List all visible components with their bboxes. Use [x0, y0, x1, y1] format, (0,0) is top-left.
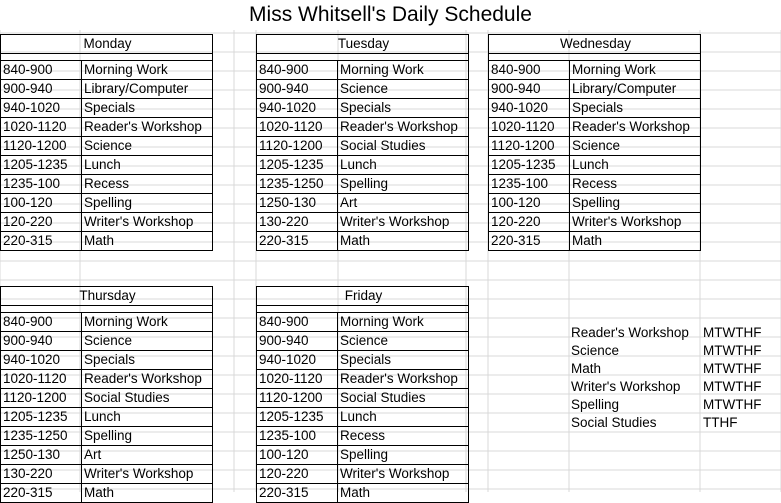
activity-cell: Spelling — [82, 194, 213, 213]
table-row — [1, 427, 213, 446]
time-cell: 1250-130 — [1, 446, 82, 465]
wednesday-schedule — [488, 34, 701, 251]
time-cell: 1020-1120 — [257, 118, 338, 137]
activity-cell: Spelling — [82, 427, 213, 446]
time-cell: 1020-1120 — [1, 118, 82, 137]
table-row — [257, 351, 469, 370]
time-cell: 1235-100 — [1, 175, 82, 194]
table-row — [1, 156, 213, 175]
table-row — [257, 313, 469, 332]
table-row — [257, 80, 469, 99]
time-cell: 940-1020 — [1, 99, 82, 118]
time-cell: 840-900 — [257, 313, 338, 332]
day-header: Tuesday — [257, 35, 469, 54]
table-row — [1, 351, 213, 370]
table-row — [489, 80, 701, 99]
time-cell: 1020-1120 — [489, 118, 570, 137]
activity-cell: Science — [338, 332, 469, 351]
activity-cell: Social Studies — [338, 137, 469, 156]
time-cell: 220-315 — [257, 484, 338, 503]
table-row — [1, 61, 213, 80]
table-row — [257, 389, 469, 408]
activity-cell: Writer's Workshop — [338, 465, 469, 484]
activity-cell: Reader's Workshop — [82, 118, 213, 137]
activity-cell: Recess — [82, 175, 213, 194]
list-item — [569, 360, 761, 378]
table-row — [257, 446, 469, 465]
table-row — [1, 80, 213, 99]
activity-cell: Morning Work — [338, 61, 469, 80]
time-cell: 940-1020 — [1, 351, 82, 370]
time-cell: 1020-1120 — [1, 370, 82, 389]
activity-cell: Specials — [570, 99, 701, 118]
activity-cell: Lunch — [338, 408, 469, 427]
activity-cell: Math — [570, 232, 701, 251]
day-header: Friday — [257, 287, 469, 306]
table-row — [489, 232, 701, 251]
activity-cell: Morning Work — [570, 61, 701, 80]
time-cell: 1235-100 — [489, 175, 570, 194]
table-row — [1, 118, 213, 137]
time-cell: 840-900 — [1, 61, 82, 80]
activity-cell: Math — [338, 484, 469, 503]
list-item — [569, 414, 761, 432]
activity-cell: Specials — [338, 351, 469, 370]
activity-cell: Math — [82, 484, 213, 503]
table-row — [1, 446, 213, 465]
activity-cell: Lunch — [82, 408, 213, 427]
table-row — [1, 389, 213, 408]
time-cell: 130-220 — [257, 213, 338, 232]
activity-cell: Library/Computer — [82, 80, 213, 99]
list-item — [569, 342, 761, 360]
activity-cell: Science — [82, 137, 213, 156]
activity-cell: Writer's Workshop — [82, 465, 213, 484]
time-cell: 220-315 — [489, 232, 570, 251]
activity-cell: Math — [82, 232, 213, 251]
activity-cell: Social Studies — [82, 389, 213, 408]
time-cell: 900-940 — [257, 80, 338, 99]
table-row — [257, 118, 469, 137]
table-row — [257, 465, 469, 484]
table-row — [257, 484, 469, 503]
time-cell: 900-940 — [1, 80, 82, 99]
activity-cell: Morning Work — [338, 313, 469, 332]
time-cell: 900-940 — [257, 332, 338, 351]
time-cell: 120-220 — [257, 465, 338, 484]
activity-cell: Spelling — [338, 175, 469, 194]
table-row — [257, 61, 469, 80]
table-row — [1, 175, 213, 194]
table-row — [1, 213, 213, 232]
time-cell: 1205-1235 — [489, 156, 570, 175]
time-cell: 1020-1120 — [257, 370, 338, 389]
table-row — [1, 332, 213, 351]
table-row — [489, 118, 701, 137]
monday-schedule — [0, 34, 213, 251]
table-row — [257, 332, 469, 351]
time-cell: 840-900 — [1, 313, 82, 332]
time-cell: 1205-1235 — [1, 408, 82, 427]
subject-cell: Writer's Workshop — [571, 379, 681, 394]
page-title: Miss Whitsell's Daily Schedule — [249, 3, 532, 26]
activity-cell: Reader's Workshop — [338, 118, 469, 137]
activity-cell: Recess — [338, 427, 469, 446]
day-header: Monday — [1, 35, 213, 54]
table-row — [1, 194, 213, 213]
table-row — [1, 99, 213, 118]
activity-cell: Library/Computer — [570, 80, 701, 99]
activity-cell: Morning Work — [82, 313, 213, 332]
time-cell: 100-120 — [489, 194, 570, 213]
subject-cell: Spelling — [571, 397, 620, 412]
activity-cell: Lunch — [82, 156, 213, 175]
table-row — [1, 465, 213, 484]
time-cell: 1235-1250 — [257, 175, 338, 194]
table-row — [257, 175, 469, 194]
subject-cell: Reader's Workshop — [571, 325, 689, 340]
time-cell: 220-315 — [257, 232, 338, 251]
activity-cell: Specials — [82, 99, 213, 118]
friday-schedule — [256, 286, 469, 503]
time-cell: 120-220 — [489, 213, 570, 232]
table-row — [1, 408, 213, 427]
time-cell: 1205-1235 — [1, 156, 82, 175]
table-row — [257, 137, 469, 156]
days-cell: MTWTHF — [703, 361, 762, 376]
activity-cell: Math — [338, 232, 469, 251]
time-cell: 100-120 — [257, 446, 338, 465]
table-row — [489, 194, 701, 213]
time-cell: 940-1020 — [257, 351, 338, 370]
activity-cell: Morning Work — [82, 61, 213, 80]
day-header: Thursday — [1, 287, 213, 306]
table-row — [1, 370, 213, 389]
time-cell: 940-1020 — [489, 99, 570, 118]
day-header: Wednesday — [489, 35, 701, 54]
table-row — [489, 156, 701, 175]
table-row — [257, 427, 469, 446]
activity-cell: Recess — [570, 175, 701, 194]
subject-summary — [569, 324, 761, 432]
list-item — [569, 324, 761, 342]
time-cell: 1235-100 — [257, 427, 338, 446]
table-row — [489, 137, 701, 156]
subject-cell: Science — [571, 343, 620, 358]
time-cell: 840-900 — [489, 61, 570, 80]
table-row — [257, 232, 469, 251]
activity-cell: Specials — [338, 99, 469, 118]
table-row — [1, 484, 213, 503]
activity-cell: Writer's Workshop — [82, 213, 213, 232]
time-cell: 1120-1200 — [1, 137, 82, 156]
time-cell: 220-315 — [1, 232, 82, 251]
time-cell: 1250-130 — [257, 194, 338, 213]
activity-cell: Lunch — [570, 156, 701, 175]
table-row — [489, 175, 701, 194]
activity-cell: Writer's Workshop — [570, 213, 701, 232]
table-row — [1, 313, 213, 332]
time-cell: 1120-1200 — [257, 389, 338, 408]
subject-cell: Math — [571, 361, 602, 376]
days-cell: MTWTHF — [703, 379, 762, 394]
table-row — [489, 61, 701, 80]
time-cell: 1205-1235 — [257, 408, 338, 427]
table-row — [257, 370, 469, 389]
time-cell: 1235-1250 — [1, 427, 82, 446]
activity-cell: Art — [338, 194, 469, 213]
table-row — [257, 99, 469, 118]
list-item — [569, 396, 761, 414]
time-cell: 1120-1200 — [489, 137, 570, 156]
table-row — [257, 156, 469, 175]
table-row — [257, 194, 469, 213]
table-row — [489, 99, 701, 118]
days-cell: MTWTHF — [703, 343, 762, 358]
table-row — [1, 232, 213, 251]
activity-cell: Lunch — [338, 156, 469, 175]
table-row — [1, 137, 213, 156]
table-row — [489, 213, 701, 232]
activity-cell: Science — [82, 332, 213, 351]
time-cell: 900-940 — [489, 80, 570, 99]
days-cell: MTWTHF — [703, 325, 762, 340]
time-cell: 220-315 — [1, 484, 82, 503]
activity-cell: Reader's Workshop — [570, 118, 701, 137]
activity-cell: Spelling — [570, 194, 701, 213]
activity-cell: Science — [338, 80, 469, 99]
activity-cell: Reader's Workshop — [338, 370, 469, 389]
time-cell: 1120-1200 — [1, 389, 82, 408]
activity-cell: Specials — [82, 351, 213, 370]
subject-cell: Social Studies — [571, 415, 657, 430]
time-cell: 100-120 — [1, 194, 82, 213]
thursday-schedule — [0, 286, 213, 503]
tuesday-schedule — [256, 34, 469, 251]
days-cell: TTHF — [703, 415, 738, 430]
activity-cell: Reader's Workshop — [82, 370, 213, 389]
activity-cell: Spelling — [338, 446, 469, 465]
activity-cell: Social Studies — [338, 389, 469, 408]
activity-cell: Art — [82, 446, 213, 465]
time-cell: 130-220 — [1, 465, 82, 484]
time-cell: 1120-1200 — [257, 137, 338, 156]
days-cell: MTWTHF — [703, 397, 762, 412]
table-row — [257, 213, 469, 232]
list-item — [569, 378, 761, 396]
time-cell: 840-900 — [257, 61, 338, 80]
time-cell: 940-1020 — [257, 99, 338, 118]
activity-cell: Writer's Workshop — [338, 213, 469, 232]
time-cell: 120-220 — [1, 213, 82, 232]
activity-cell: Science — [570, 137, 701, 156]
table-row — [257, 408, 469, 427]
time-cell: 1205-1235 — [257, 156, 338, 175]
time-cell: 900-940 — [1, 332, 82, 351]
